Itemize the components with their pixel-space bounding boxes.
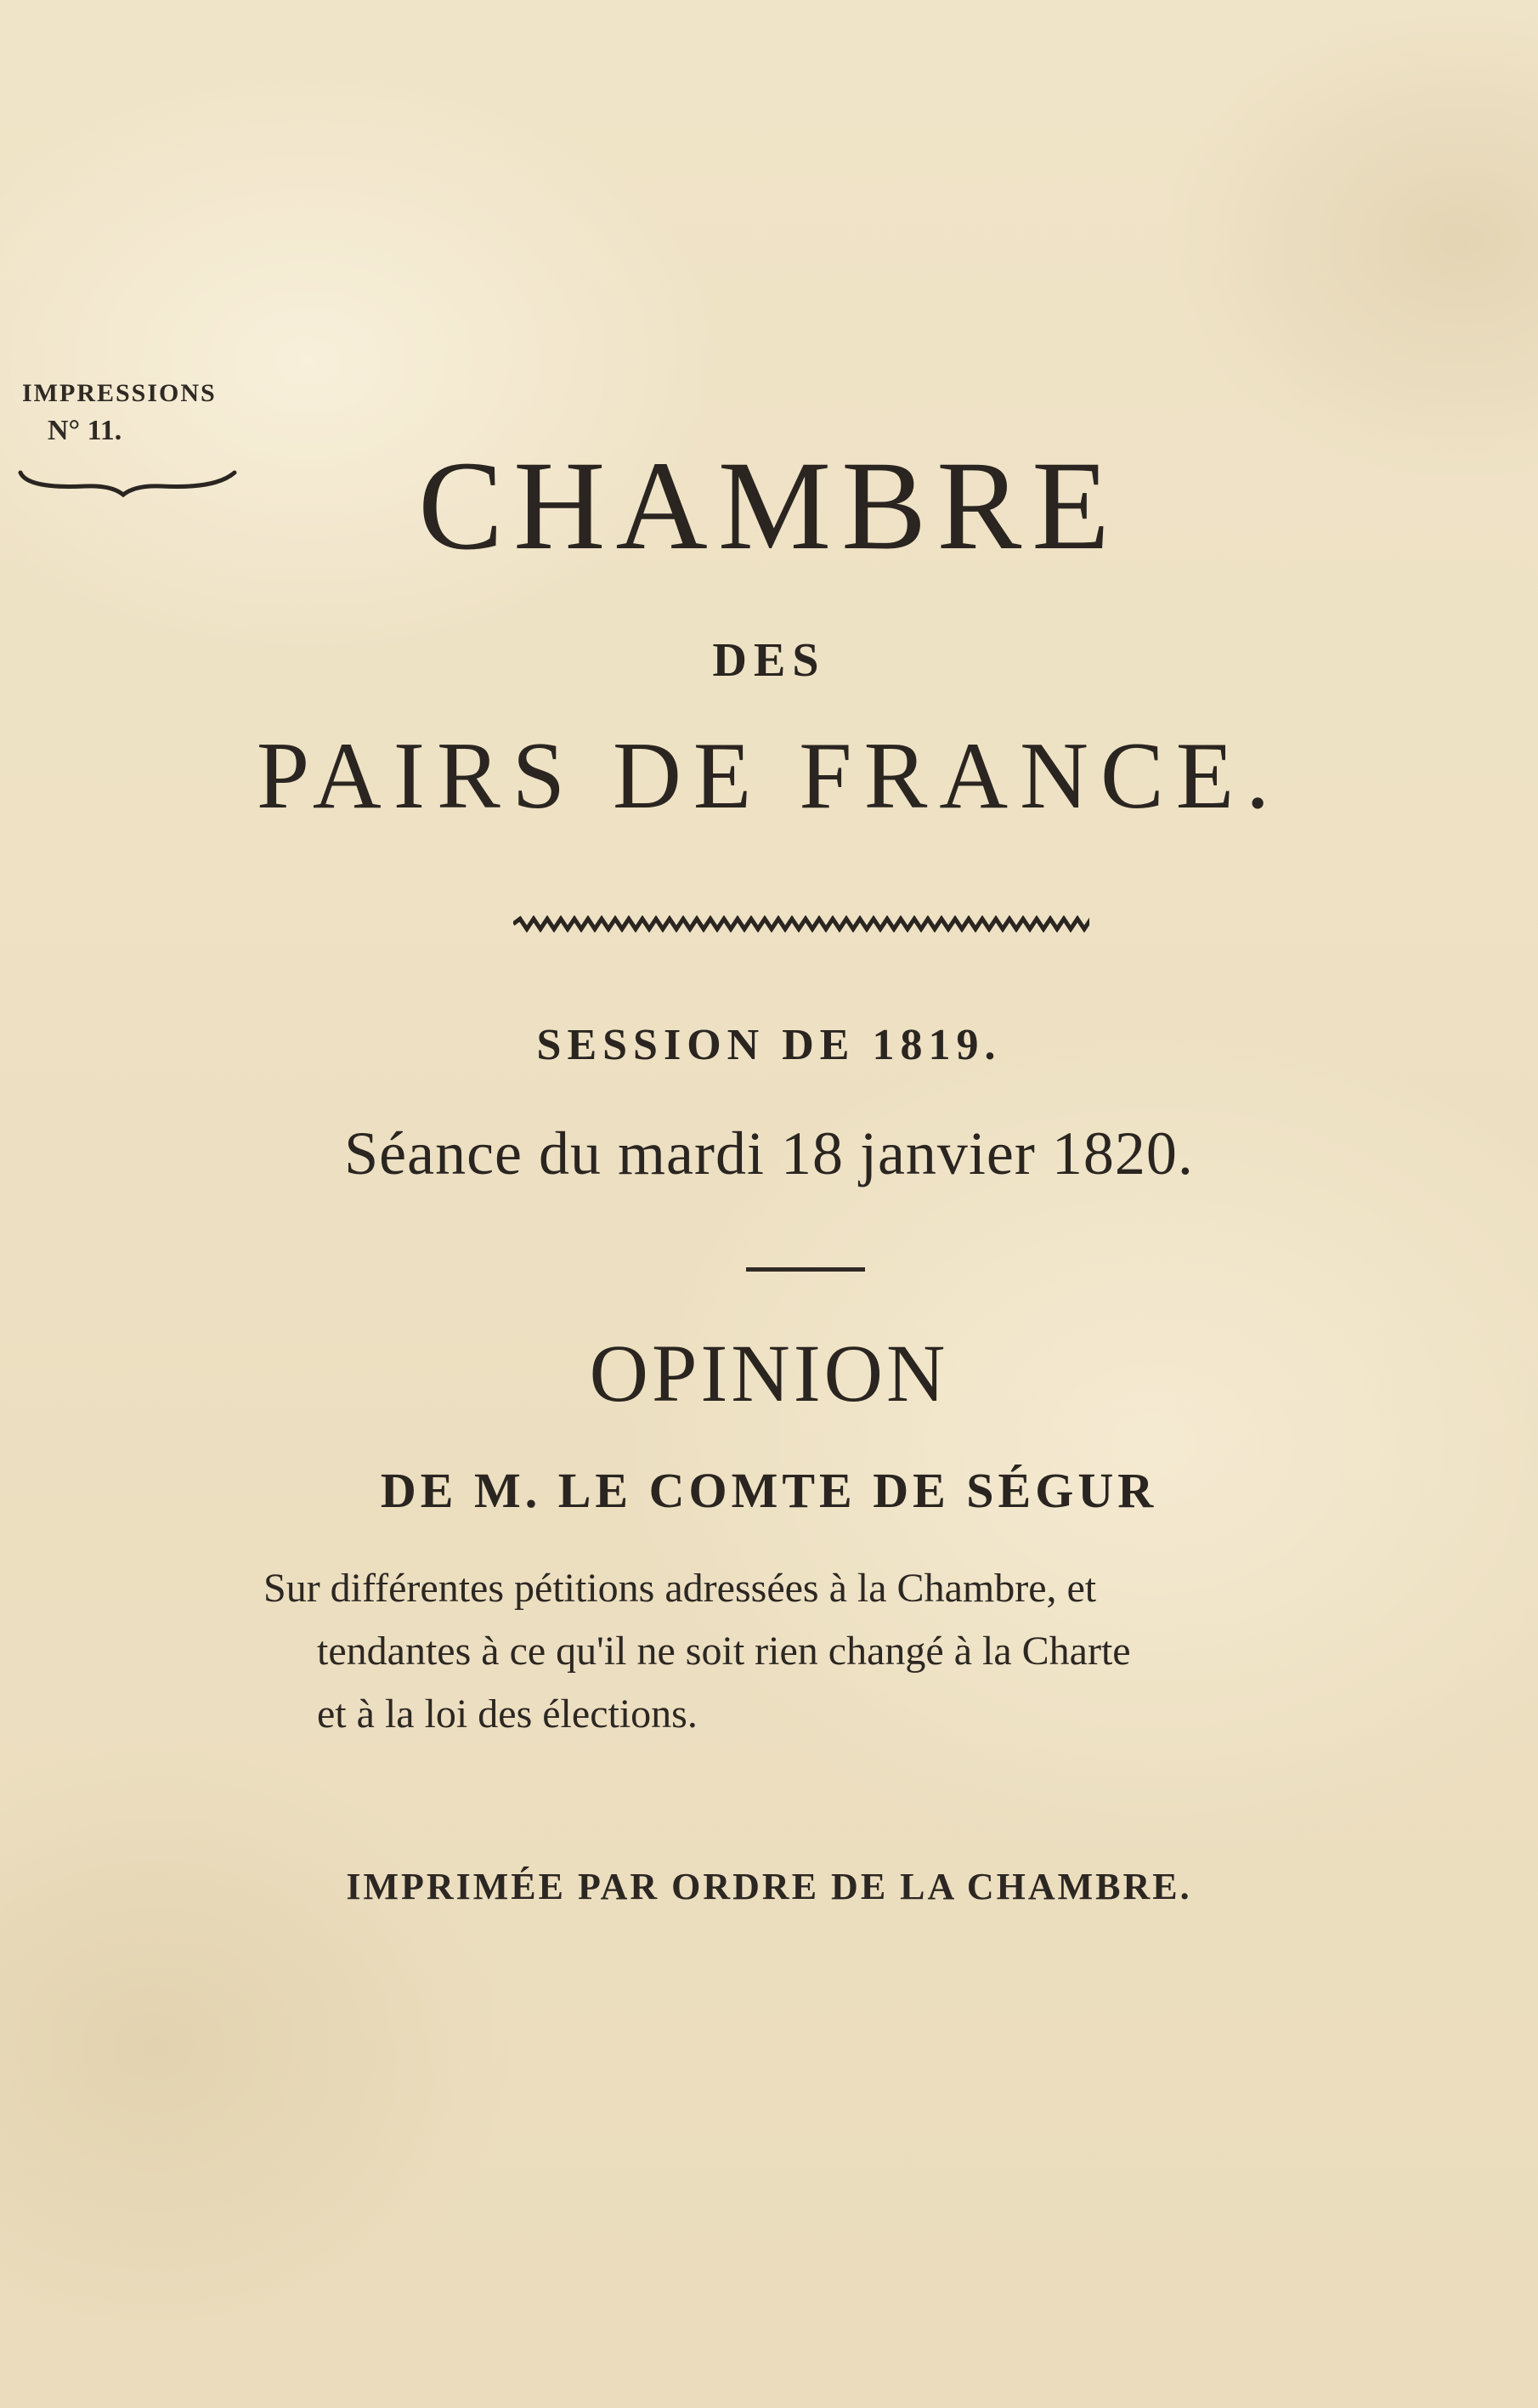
stamp-number: N° 11. [48,415,122,446]
session-label: SESSION DE 1819. [536,1021,1002,1069]
subject-paragraph [263,1557,1360,1746]
seance-date: Séance du mardi 18 janvier 1820. [344,1119,1194,1187]
wavy-rule-ornament [513,915,1089,932]
short-divider-rule [746,1267,865,1272]
title-des: DES [712,634,826,687]
imprint-line: IMPRIMÉE PAR ORDRE DE LA CHAMBRE. [346,1866,1192,1907]
title-chambre: CHAMBRE [418,435,1120,576]
opinion-heading: OPINION [589,1328,949,1419]
title-pairs-de-france: PAIRS DE FRANCE. [256,723,1282,829]
stamp-impressions-label: IMPRESSIONS [22,379,217,407]
subject-line-2: tendantes à ce qu'il ne soit rien changé à la Charte [317,1629,1131,1674]
author-line: DE M. LE COMTE DE SÉGUR [380,1463,1158,1518]
subject-line-3: et à la loi des élections. [317,1691,698,1737]
subject-line-1: Sur différentes pétitions adressées à la Chambre, et [263,1566,1097,1611]
